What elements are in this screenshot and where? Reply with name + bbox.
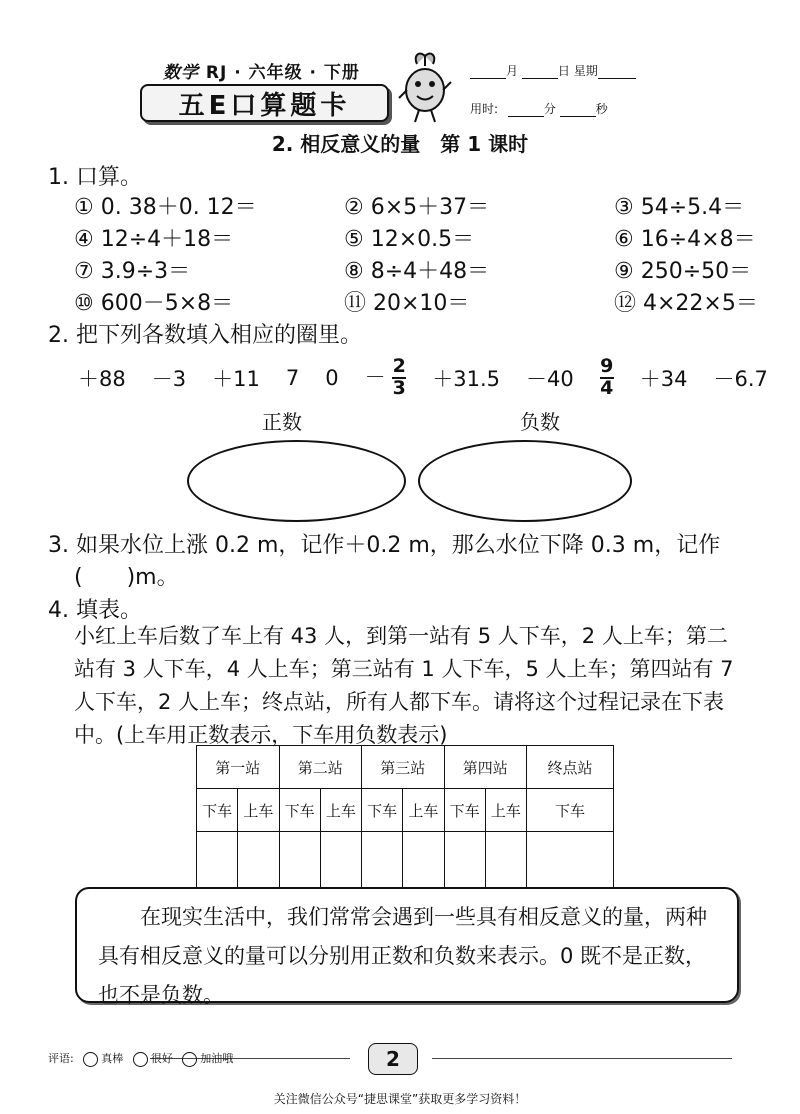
lesson-title: 2. 相反意义的量 第 1 课时 [271,132,529,156]
number-item-fraction [365,357,407,399]
number-item: ＋88 [78,366,126,391]
eval-label: 评语: [48,1052,74,1065]
q1-item: ⑧ 8÷4＋48＝ [344,259,490,284]
radish-mascot-icon [395,50,455,125]
number-item: －3 [151,366,187,391]
table-row [197,832,614,889]
off-header: 下车 [197,789,238,832]
q1-row [74,286,774,317]
off-header: 下车 [444,789,485,832]
week-label: 星期 [573,64,598,78]
q4-heading: 4. 填表。 [48,598,142,623]
evaluation [48,1050,233,1067]
station-header: 第四站 [444,746,527,789]
time-line [470,100,608,117]
q1-item: ⑪ 20×10＝ [344,291,470,316]
number-item: ＋11 [212,366,260,391]
table-row [197,746,614,789]
off-header: 下车 [527,789,614,832]
number-list [78,357,768,399]
fraction [392,357,406,399]
denominator: 3 [392,376,406,399]
q1-row [74,222,774,253]
minus-sign: － [364,364,386,389]
station-header: 第三站 [362,746,445,789]
positive-label: 正数 [262,410,302,434]
numerator: 9 [600,355,614,377]
number-item: －6.7 [713,366,768,391]
q1-item: ⑨ 250÷50＝ [614,259,752,284]
bottom-note: 关注微信公众号“捷思课堂”获取更多学习资料！ [273,1092,527,1106]
denominator: 4 [600,376,614,399]
on-header: 上车 [403,789,444,832]
q1-item: ④ 12÷4＋18＝ [74,227,234,252]
answer-cell[interactable] [527,832,614,889]
q3-line1: 3. 如果水位上涨 0.2 m，记作＋0.2 m，那么水位下降 0.3 m，记作 [48,533,721,558]
negative-circle[interactable] [418,440,632,522]
number-item: ＋34 [639,366,688,391]
station-header: 终点站 [527,746,614,789]
on-header: 上车 [238,789,279,832]
q1-item: ⑦ 3.9÷3＝ [74,259,191,284]
answer-cell[interactable] [197,832,238,889]
answer-cell[interactable] [362,832,403,889]
time-label: 用时: [470,102,499,116]
numerator: 2 [392,355,406,377]
q1-item: ⑫ 4×22×5＝ [614,291,758,316]
eval-option: 很好 [150,1052,173,1065]
subject-label: 数学 [163,63,199,83]
answer-cell[interactable] [320,832,361,889]
station-header: 第二站 [279,746,362,789]
answer-cell[interactable] [485,832,526,889]
fraction [600,357,614,399]
second-label: 秒 [595,102,608,116]
day-label: 日 [557,64,570,78]
q4-text: 小红上车后数了车上有 43 人，到第一站有 5 人下车，2 人上车；第二站有 3 人下车，4 人上车；第三站有 1 人下车，5 人上车；第四站有 7 人下车，2 人上车；终点站，所有人都下车。请将这个过程记录在下表中。(上车用正数表示，下车用负数表示) [74,624,734,747]
note-text: 在现实生活中，我们常常会遇到一些具有相反意义的量，两种具有相反意义的量可以分别用正数和负数来表示。0 既不是正数，也不是负数。 [98,905,707,1007]
number-item: 7 [285,365,300,390]
table-row [197,789,614,832]
date-line [470,62,636,79]
smiley-icon [133,1052,148,1067]
q2-heading: 2. 把下列各数填入相应的圈里。 [48,323,362,348]
answer-cell[interactable] [444,832,485,889]
off-header: 下车 [279,789,320,832]
minute-label: 分 [543,102,556,116]
q1-item: ① 0. 38＋0. 12＝ [74,195,257,220]
series-title: 五E口算题卡 [140,84,389,122]
q3-line2: ( )m。 [74,565,179,590]
q1-item: ⑩ 600－5×8＝ [74,291,234,316]
edition-label: RJ · 六年级 · 下册 [205,63,360,83]
q1-row [74,254,774,285]
q1-item: ⑤ 12×0.5＝ [344,227,475,252]
number-item: 0 [325,365,339,390]
smiley-icon [83,1052,98,1067]
number-item: ＋31.5 [432,366,501,391]
q1-heading: 1. 口算。 [48,165,142,190]
smiley-icon [182,1052,197,1067]
answer-cell[interactable] [403,832,444,889]
station-header: 第一站 [197,746,280,789]
q1-item: ③ 54÷5.4＝ [614,195,745,220]
q1-item: ② 6×5＋37＝ [344,195,490,220]
subject-edition [163,58,360,83]
off-header: 下车 [362,789,403,832]
eval-option: 加油哦 [200,1052,234,1065]
eval-option: 真棒 [101,1052,124,1065]
on-header: 上车 [320,789,361,832]
on-header: 上车 [485,789,526,832]
negative-label: 负数 [520,410,560,434]
q1-item: ⑥ 16÷4×8＝ [614,227,756,252]
positive-circle[interactable] [187,440,406,522]
q1-row [74,190,774,221]
page-number: 2 [368,1043,418,1075]
answer-cell[interactable] [238,832,279,889]
record-table [196,745,614,889]
month-label: 月 [506,64,519,78]
answer-cell[interactable] [279,832,320,889]
number-item: －40 [526,366,574,391]
